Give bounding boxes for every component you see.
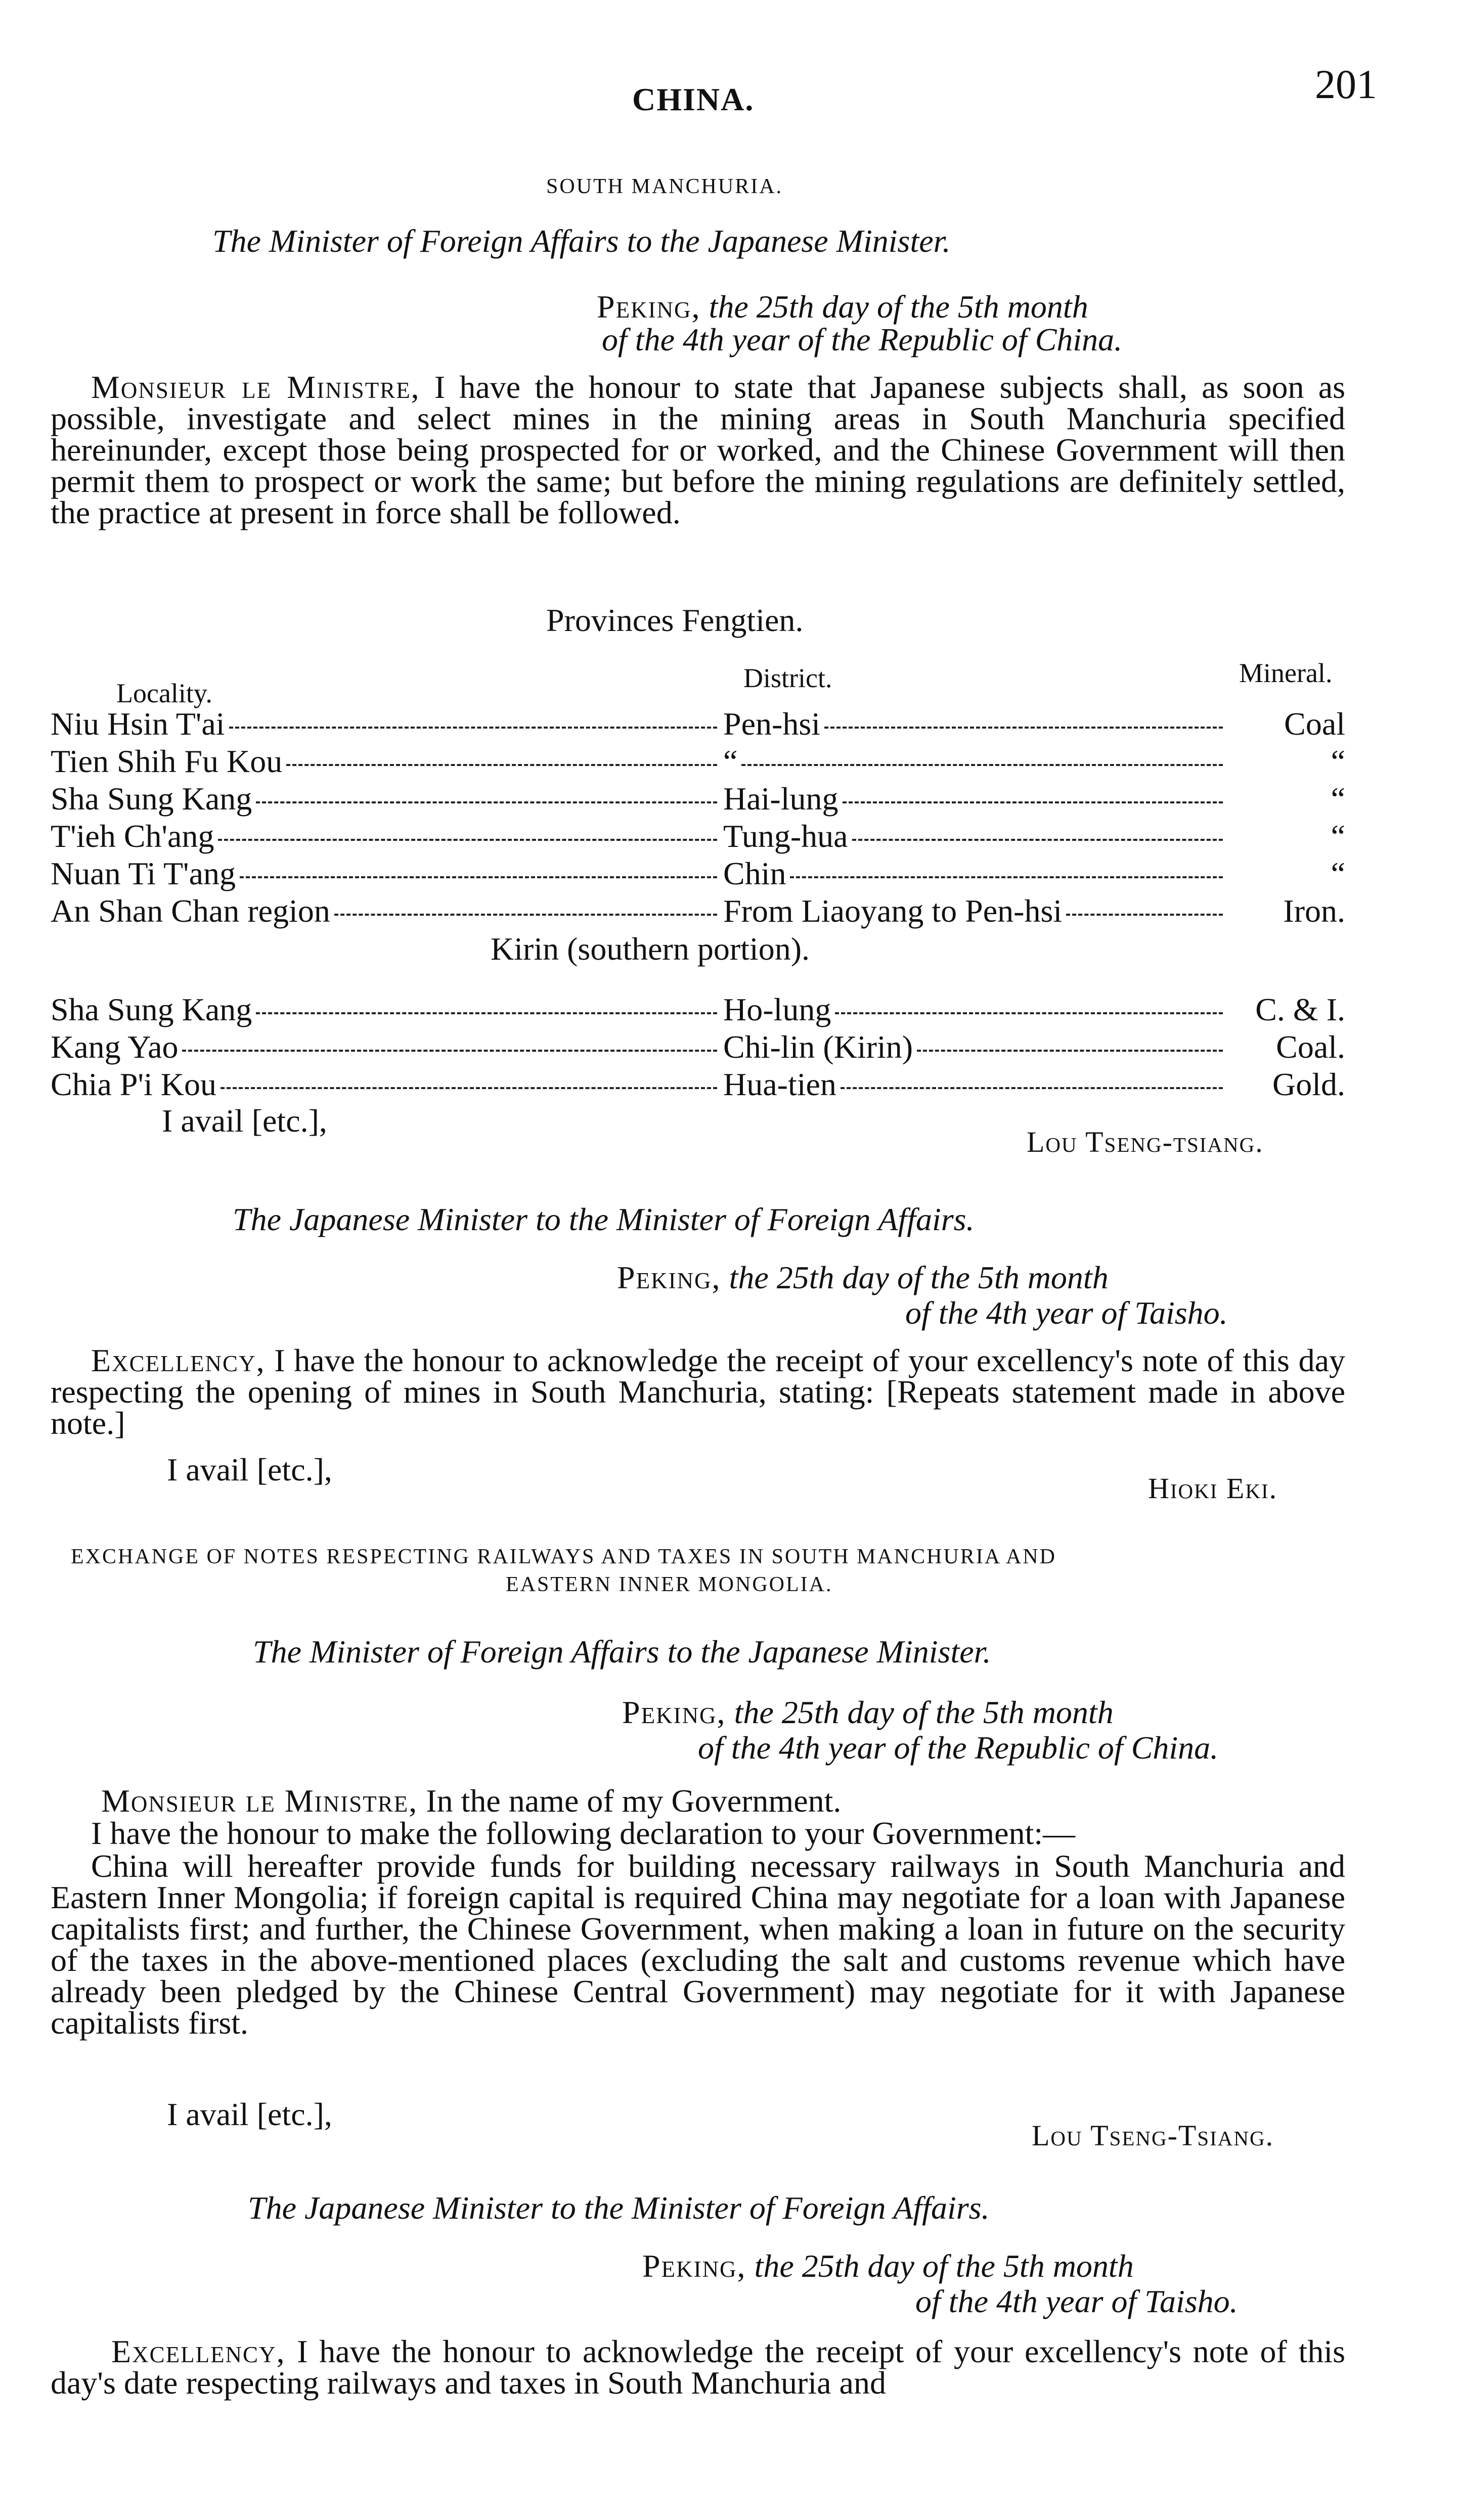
body-text: I have the honour to state that Japanese subjects shall, as soon as possible, investigate and select mines in the mining areas in South Manchuria specified hereinunder, except those being prospected for or worked, and the Chinese Government will then permit them to prospect or work the same; but before the mining regulations are definitely settled, the practice at present in force shall be followed. bbox=[51, 369, 1346, 530]
signature: Lou Tseng-Tsiang. bbox=[1032, 2119, 1274, 2152]
salutation: Excellency, bbox=[91, 1342, 266, 1378]
date-line bbox=[642, 2247, 1134, 2285]
date-line bbox=[597, 288, 1088, 326]
section-heading-railways-line2: EASTERN INNER MONGOLIA. bbox=[506, 1573, 833, 1596]
leader-dots bbox=[824, 726, 1223, 729]
leader-dots bbox=[835, 1012, 1223, 1014]
cell-mineral: C. & I. bbox=[1255, 992, 1345, 1027]
section-heading-railways: EXCHANGE OF NOTES RESPECTING RAILWAYS AND TAXES IN SOUTH MANCHURIA AND bbox=[71, 1545, 1056, 1568]
salutation: Monsieur le Ministre, bbox=[91, 369, 420, 405]
table-title-kirin: Kirin (southern portion). bbox=[491, 931, 810, 967]
letter-body: China will hereafter provide funds for building necessary railways in South Manchuria and Eastern Inner Mongolia; if foreign capital is required China may negotiate for a loan with Japanese capitalists first; and further, the Chinese Government, when making a loan in future on the security of the taxes in the above-mentioned places (excluding the salt and customs revenue which have already been pledged by the Chinese Central Government) may negotiate for it with Japanese capitalists first. bbox=[51, 1848, 1345, 2041]
salutation: Monsieur le Ministre, bbox=[101, 1783, 418, 1819]
date-line-2: of the 4th year of the Republic of China. bbox=[602, 322, 1123, 357]
salutation-line bbox=[101, 1782, 841, 1820]
cell-mineral: “ bbox=[1331, 856, 1345, 891]
column-header-district: District. bbox=[743, 663, 832, 693]
date-line bbox=[622, 1694, 1114, 1731]
cell-mineral: “ bbox=[1331, 743, 1345, 779]
letter-title: The Japanese Minister to the Minister of Foreign Affairs. bbox=[248, 2190, 990, 2226]
cell-mineral: Coal. bbox=[1276, 1029, 1345, 1065]
signature: Lou Tseng-tsiang. bbox=[1027, 1126, 1264, 1158]
leader-dots bbox=[843, 801, 1223, 803]
leader-dots bbox=[240, 876, 717, 878]
letter-body bbox=[51, 1342, 1345, 1441]
leader-dots bbox=[286, 763, 717, 766]
salutation: Excellency, bbox=[111, 2333, 286, 2369]
cell-locality: An Shan Chan region bbox=[51, 893, 330, 929]
body-text: I have the honour to acknowledge the receipt of your excellency's note of this day's date respecting railways and taxes in South Manchuria and bbox=[51, 2333, 1346, 2401]
cell-locality: Tien Shih Fu Kou bbox=[51, 743, 283, 779]
leader-dots bbox=[229, 726, 717, 729]
table-row bbox=[51, 705, 1345, 743]
letter-body bbox=[51, 369, 1346, 530]
column-header-locality: Locality. bbox=[116, 678, 212, 708]
cell-mineral: Gold. bbox=[1272, 1066, 1345, 1102]
table-row bbox=[51, 1028, 1345, 1066]
intro-text: In the name of my Government. bbox=[426, 1783, 842, 1819]
table-title-fengtien: Provinces Fengtien. bbox=[546, 602, 804, 638]
date-line bbox=[617, 1259, 1109, 1296]
cell-district: Hai-lung bbox=[723, 781, 838, 817]
cell-district: Chin bbox=[723, 856, 786, 891]
cell-district: Chi-lin (Kirin) bbox=[723, 1029, 913, 1065]
signature: Hioki Eki. bbox=[1148, 1472, 1278, 1505]
page-number: 201 bbox=[1315, 61, 1377, 107]
leader-dots bbox=[334, 913, 717, 916]
table-row bbox=[51, 991, 1345, 1028]
section-heading-south-manchuria: SOUTH MANCHURIA. bbox=[546, 175, 783, 198]
table-row bbox=[51, 780, 1345, 818]
cell-locality: Nuan Ti T'ang bbox=[51, 856, 236, 891]
place-name: Peking, bbox=[642, 2248, 746, 2284]
table-row bbox=[51, 1066, 1345, 1103]
place-name: Peking, bbox=[622, 1694, 726, 1730]
closing: I avail [etc.], bbox=[167, 1452, 332, 1488]
table-row bbox=[51, 818, 1345, 855]
table-row bbox=[51, 743, 1345, 780]
mines-table-kirin bbox=[51, 991, 1345, 1103]
date-text: the 25th day of the 5th month bbox=[754, 2248, 1134, 2284]
leader-dots bbox=[917, 1049, 1223, 1052]
letter-title: The Japanese Minister to the Minister of Foreign Affairs. bbox=[233, 1201, 975, 1237]
leader-dots bbox=[741, 763, 1223, 766]
date-line-2: of the 4th year of Taisho. bbox=[915, 2283, 1238, 2319]
leader-dots bbox=[841, 1087, 1223, 1089]
cell-district: Hua-tien bbox=[723, 1066, 836, 1102]
cell-district: “ bbox=[723, 743, 738, 779]
closing: I avail [etc.], bbox=[167, 2096, 332, 2132]
letter-title: The Minister of Foreign Affairs to the Japanese Minister. bbox=[253, 1634, 991, 1670]
running-title: CHINA. bbox=[632, 81, 755, 117]
cell-district: From Liaoyang to Pen-hsi bbox=[723, 893, 1063, 929]
cell-district: Tung-hua bbox=[723, 818, 848, 854]
leader-dots bbox=[256, 801, 717, 803]
date-text: the 25th day of the 5th month bbox=[734, 1694, 1114, 1730]
cell-district: Ho-lung bbox=[723, 992, 831, 1027]
leader-dots bbox=[220, 1087, 717, 1089]
cell-locality: Niu Hsin T'ai bbox=[51, 706, 225, 742]
date-line-2: of the 4th year of the Republic of China. bbox=[698, 1730, 1219, 1766]
leader-dots bbox=[1066, 913, 1223, 916]
leader-dots bbox=[218, 838, 717, 841]
leader-dots bbox=[852, 838, 1223, 841]
cell-mineral: “ bbox=[1331, 818, 1345, 854]
cell-mineral: Coal bbox=[1284, 706, 1345, 742]
table-row bbox=[51, 855, 1345, 892]
cell-mineral: Iron. bbox=[1283, 893, 1345, 929]
place-name: Peking, bbox=[597, 289, 701, 325]
place-name: Peking, bbox=[617, 1259, 721, 1295]
leader-dots bbox=[256, 1012, 717, 1014]
mines-table-fengtien bbox=[51, 705, 1345, 930]
cell-locality: Chia P'i Kou bbox=[51, 1066, 216, 1102]
cell-mineral: “ bbox=[1331, 781, 1345, 817]
closing: I avail [etc.], bbox=[162, 1103, 327, 1139]
letter-body bbox=[51, 2333, 1346, 2401]
letter-title: The Minister of Foreign Affairs to the Japanese Minister. bbox=[212, 223, 951, 259]
date-text: the 25th day of the 5th month bbox=[709, 289, 1088, 325]
cell-district: Pen-hsi bbox=[723, 706, 820, 742]
cell-locality: Sha Sung Kang bbox=[51, 781, 252, 817]
date-text: the 25th day of the 5th month bbox=[729, 1259, 1109, 1295]
leader-dots bbox=[790, 876, 1223, 878]
cell-locality: Kang Yao bbox=[51, 1029, 179, 1065]
declaration-intro: I have the honour to make the following declaration to your Government:— bbox=[91, 1815, 1076, 1851]
body-text: I have the honour to acknowledge the receipt of your excellency's note of this day respecting the opening of mines in South Manchuria, stating: [Repeats statement made in above note.] bbox=[51, 1342, 1345, 1441]
column-header-mineral: Mineral. bbox=[1239, 658, 1333, 688]
table-row bbox=[51, 892, 1345, 930]
leader-dots bbox=[182, 1049, 717, 1052]
cell-locality: T'ieh Ch'ang bbox=[51, 818, 214, 854]
date-line-2: of the 4th year of Taisho. bbox=[905, 1295, 1228, 1331]
cell-locality: Sha Sung Kang bbox=[51, 992, 252, 1027]
